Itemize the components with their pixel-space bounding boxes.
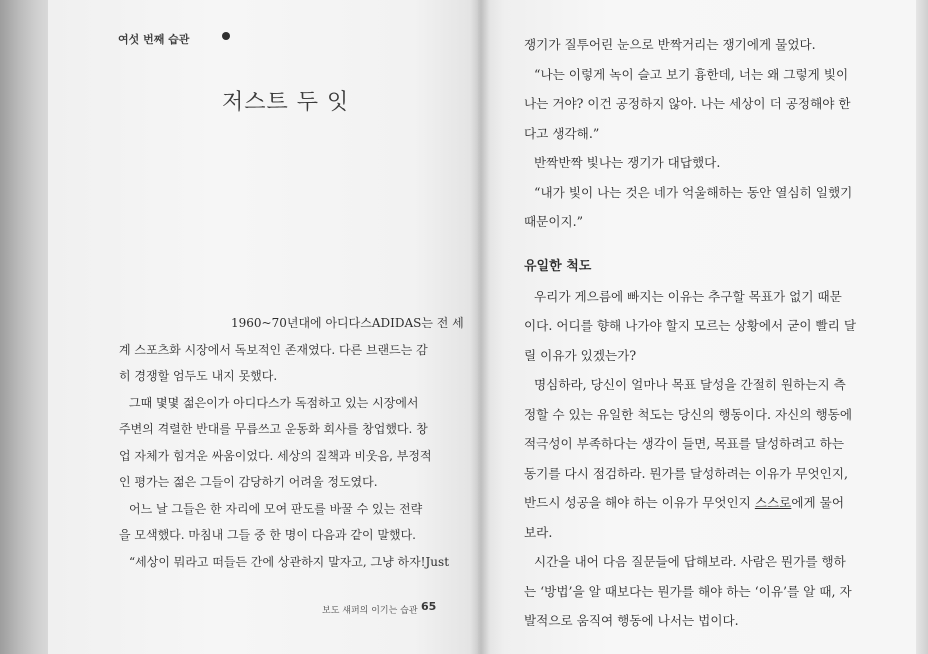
body-line-underlined [524, 488, 866, 518]
running-head: 여섯 번째 습관 [118, 33, 190, 46]
section-spacer [524, 237, 866, 251]
right-body-text [524, 30, 866, 636]
body-line: 정할 수 있는 유일한 척도는 당신의 행동이다. 자신의 행동에 [524, 406, 853, 422]
line-text: 에게 물어 [791, 495, 845, 510]
body-line: 시간을 내어 다음 질문들에 답해보라. 사람은 뭔가를 행하 [534, 554, 846, 569]
underlined-word: 스스로 [754, 495, 792, 510]
body-line: 1960~70년대에 아디다스ADIDAS는 전 세 [231, 316, 464, 330]
body-line: 나는 거야? 이건 공정하지 않아. 나는 세상이 더 공정해야 한 [524, 96, 851, 111]
page-number: 65 [421, 600, 437, 613]
chapter-title: 저스트 두 잇 [222, 90, 350, 115]
body-line: 우리가 게으름에 빠지는 이유는 추구할 목표가 없기 때문 [534, 288, 842, 304]
body-line: 주변의 격렬한 반대를 무릅쓰고 운동화 회사를 창업했다. 창 [119, 422, 428, 436]
section-heading: 유일한 척도 [524, 258, 592, 274]
body-line: 다고 생각해.” [524, 125, 600, 141]
bullet-dot-icon [222, 32, 230, 40]
body-line: 릴 이유가 있겠는가? [524, 347, 637, 363]
body-line: 이다. 어디를 향해 나가야 할지 모르는 상황에서 굳이 빨리 달 [524, 318, 857, 333]
body-line: 때문이지.” [524, 214, 584, 229]
body-line: 는 ‘방법’을 알 때보다는 뭔가를 해야 하는 ‘이유’를 알 때, 자 [524, 583, 852, 599]
body-line: “나는 이렇게 녹이 슬고 보기 흉한데, 너는 왜 그렇게 빛이 [534, 66, 849, 82]
body-line: “세상이 뭐라고 떠들든 간에 상관하지 말자고, 그냥 하자!Just [129, 554, 450, 569]
body-line: “내가 빛이 나는 것은 네가 억울해하는 동안 열심히 일했기 [534, 184, 853, 200]
body-line: 보라. [524, 524, 553, 540]
body-line: 쟁기가 질투어린 눈으로 반짝거리는 쟁기에게 물었다. [524, 37, 816, 52]
body-line: 반짝반짝 빛나는 쟁기가 대답했다. [534, 155, 721, 170]
footer-book-title: 보도 섀퍼의 이기는 습관 [322, 606, 418, 616]
body-line: 적극성이 부족하다는 생각이 들면, 목표를 달성하려고 하는 [524, 436, 844, 451]
page-edge [916, 0, 928, 654]
body-line: 계 스포츠화 시장에서 독보적인 존재였다. 다른 브랜드는 감 [119, 342, 428, 357]
line-text: 반드시 성공을 해야 하는 이유가 무엇인지 [524, 495, 755, 510]
left-body-text [119, 310, 464, 575]
body-line: 그때 몇몇 젊은이가 아디다스가 독점하고 있는 시장에서 [129, 395, 419, 410]
body-line: 동기를 다시 점검하라. 뭔가를 달성하려는 이유가 무엇인지, [524, 465, 848, 481]
body-line: 을 모색했다. 마침내 그들 중 한 명이 다음과 같이 말했다. [119, 528, 416, 542]
book-gutter [470, 0, 490, 654]
body-line: 히 경쟁할 엄두도 내지 못했다. [119, 369, 278, 383]
body-line: 어느 날 그들은 한 자리에 모여 판도를 바꿀 수 있는 전략 [129, 501, 423, 516]
body-line: 명심하라, 당신이 얼마나 목표 달성을 간절히 원하는지 측 [534, 377, 846, 392]
body-line: 업 자체가 힘겨운 싸움이었다. 세상의 질책과 비웃음, 부정적 [119, 448, 432, 463]
body-line: 인 평가는 젊은 그들이 감당하기 어려울 정도였다. [119, 475, 378, 489]
body-line: 발적으로 움직여 행동에 나서는 법이다. [524, 613, 739, 628]
